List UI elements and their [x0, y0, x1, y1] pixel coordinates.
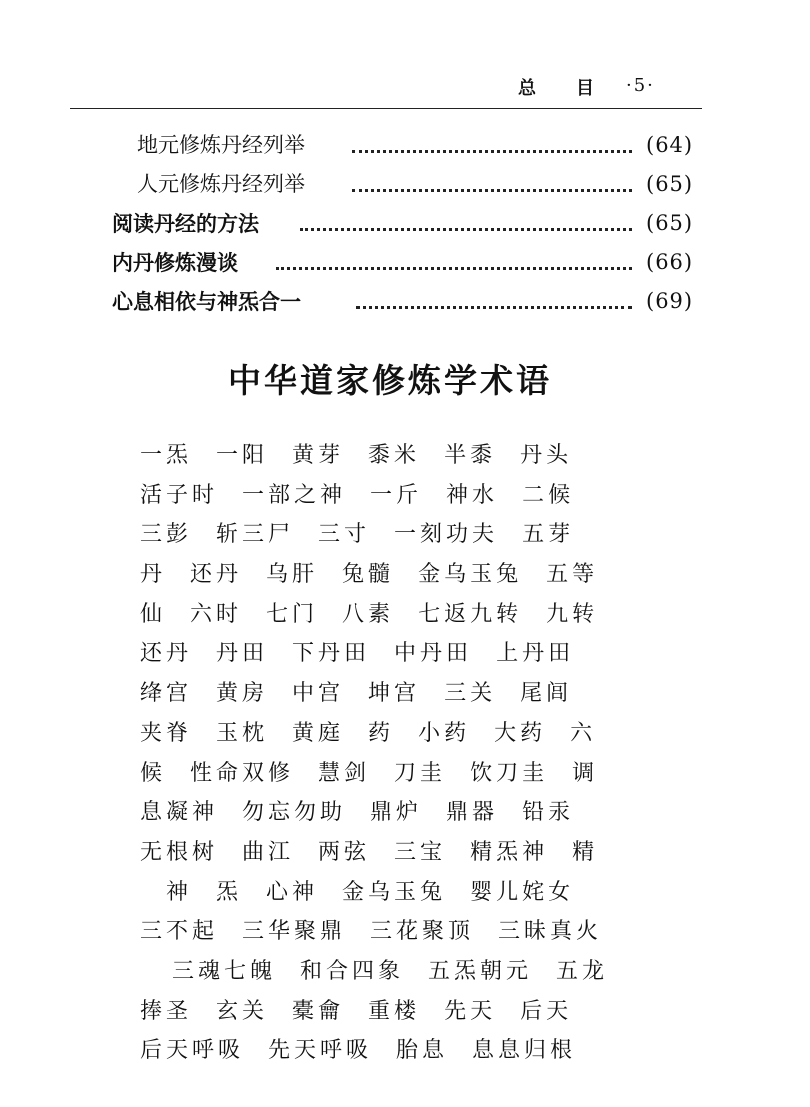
glossary-term[interactable]: 还丹	[190, 562, 243, 588]
toc-entry-label: 内丹修炼漫谈	[112, 243, 244, 282]
glossary-term[interactable]: 金乌玉兔	[418, 562, 523, 588]
toc-entry[interactable]	[0, 204, 810, 243]
glossary-term[interactable]: 五龙	[556, 958, 609, 984]
toc-entry-page: (65)	[646, 211, 694, 235]
glossary-term[interactable]: 斩三尸	[216, 522, 295, 548]
term-line	[140, 634, 650, 674]
glossary-term[interactable]: 三关	[444, 681, 497, 707]
glossary-term[interactable]: 乌肝	[266, 562, 319, 588]
glossary-term[interactable]: 夹脊	[140, 720, 193, 746]
glossary-term[interactable]: 婴儿姹女	[470, 879, 575, 905]
term-line	[140, 873, 650, 913]
glossary-term[interactable]: 先天呼吸	[268, 1038, 373, 1064]
glossary-term[interactable]: 大药	[494, 720, 547, 746]
glossary-term[interactable]: 后天	[520, 998, 573, 1024]
glossary-term[interactable]: 小药	[418, 720, 471, 746]
glossary-term[interactable]: 药	[368, 720, 395, 746]
glossary-term[interactable]: 饮刀圭	[470, 760, 549, 786]
dot-leader	[356, 306, 632, 309]
glossary-term[interactable]: 一阳	[216, 443, 269, 468]
glossary-term[interactable]: 勿忘勿助	[242, 800, 347, 826]
glossary-term[interactable]: 性命双修	[190, 760, 295, 786]
term-line	[140, 1031, 650, 1071]
term-line	[140, 515, 650, 555]
glossary-term[interactable]: 鼎器	[446, 800, 499, 826]
glossary-term[interactable]: 心神	[266, 879, 319, 905]
glossary-term[interactable]: 先天	[444, 998, 497, 1024]
term-line	[140, 833, 650, 873]
term-line	[140, 714, 650, 754]
toc-entry[interactable]	[0, 243, 810, 282]
glossary-term[interactable]: 上丹田	[496, 641, 575, 667]
glossary-term[interactable]: 坤宫	[368, 681, 421, 707]
glossary-term[interactable]: 后天呼吸	[140, 1038, 245, 1064]
glossary-term[interactable]: 一炁	[140, 443, 193, 468]
glossary-term[interactable]: 黄芽	[292, 443, 345, 468]
term-line	[140, 476, 650, 516]
toc-entry-label: 地元修炼丹经列举	[137, 126, 311, 165]
table-of-contents	[0, 126, 810, 321]
glossary-term[interactable]: 八素	[342, 601, 395, 627]
glossary-term[interactable]: 黄庭	[292, 720, 345, 746]
term-line	[140, 595, 650, 635]
glossary-term[interactable]: 重楼	[368, 998, 421, 1024]
dot-leader	[300, 228, 632, 231]
term-line	[140, 912, 650, 952]
toc-entry-label: 心息相依与神炁合一	[112, 282, 307, 321]
glossary-term[interactable]: 一斤	[370, 482, 423, 508]
toc-entry[interactable]	[0, 126, 810, 165]
glossary-term[interactable]: 橐龠	[292, 998, 345, 1024]
glossary-term[interactable]: 玉枕	[216, 720, 269, 746]
glossary-term[interactable]: 息凝神	[140, 800, 219, 826]
term-line	[140, 992, 650, 1032]
glossary-term[interactable]: 绛宫	[140, 681, 193, 707]
glossary-term[interactable]: 丹头	[520, 443, 573, 468]
term-line	[140, 674, 650, 714]
glossary-term[interactable]: 下丹田	[292, 641, 371, 667]
toc-entry-page: (64)	[646, 133, 694, 157]
glossary-term[interactable]: 两弦	[318, 839, 371, 865]
glossary-term[interactable]: 半黍	[444, 443, 497, 468]
glossary-term[interactable]: 六	[570, 720, 597, 746]
glossary-term[interactable]: 息息归根	[472, 1038, 577, 1064]
toc-entry[interactable]	[0, 282, 810, 321]
toc-entry-label: 阅读丹经的方法	[112, 204, 265, 243]
glossary-term[interactable]: 精	[572, 839, 599, 865]
glossary-term[interactable]: 尾闾	[520, 681, 573, 707]
glossary-term[interactable]: 铅汞	[522, 800, 575, 826]
glossary-term[interactable]: 曲江	[242, 839, 295, 865]
glossary-term[interactable]: 二候	[522, 482, 575, 508]
glossary-term[interactable]: 慧剑	[318, 760, 371, 786]
glossary-term[interactable]: 刀圭	[394, 760, 447, 786]
glossary-term[interactable]: 神	[166, 879, 193, 905]
glossary-term[interactable]: 兔髓	[342, 562, 395, 588]
glossary-term[interactable]: 黍米	[368, 443, 421, 468]
glossary-term[interactable]: 候	[140, 760, 167, 786]
glossary-term[interactable]: 三彭	[140, 522, 193, 548]
glossary-term[interactable]: 精炁神	[470, 839, 549, 865]
glossary-term[interactable]: 三魂七魄	[172, 958, 277, 984]
glossary-term[interactable]: 胎息	[396, 1038, 449, 1064]
glossary-term[interactable]: 九转	[546, 601, 599, 627]
glossary-term[interactable]: 五芽	[522, 522, 575, 548]
glossary-term[interactable]: 调	[572, 760, 599, 786]
term-line	[140, 436, 650, 476]
glossary-term[interactable]: 三花聚顶	[370, 919, 475, 945]
glossary-term[interactable]: 一刻功夫	[394, 522, 499, 548]
glossary-term[interactable]: 还丹	[140, 641, 193, 667]
page-number: ·5·	[626, 75, 655, 96]
glossary-term[interactable]: 三宝	[394, 839, 447, 865]
glossary-term[interactable]: 鼎炉	[370, 800, 423, 826]
glossary-term[interactable]: 炁	[216, 879, 243, 905]
glossary-term[interactable]: 六时	[190, 601, 243, 627]
glossary-term[interactable]: 神水	[446, 482, 499, 508]
glossary-term[interactable]: 七返九转	[418, 601, 523, 627]
toc-entry-label: 人元修炼丹经列举	[137, 165, 311, 204]
glossary-term[interactable]: 活子时	[140, 482, 219, 508]
glossary-term[interactable]: 仙	[140, 601, 167, 627]
toc-entry-page: (69)	[646, 289, 694, 313]
glossary-term[interactable]: 丹田	[216, 641, 269, 667]
toc-entry-page: (65)	[646, 172, 694, 196]
toc-entry[interactable]	[0, 165, 810, 204]
section-title: 中华道家修炼学术语	[228, 361, 552, 400]
dot-leader	[276, 267, 632, 270]
glossary-term[interactable]: 和合四象	[300, 958, 405, 984]
glossary-term[interactable]: 黄房	[216, 681, 269, 707]
glossary-term[interactable]: 五炁朝元	[428, 958, 533, 984]
glossary-term[interactable]: 丹	[140, 562, 167, 588]
term-line	[140, 793, 650, 833]
glossary-term[interactable]: 无根树	[140, 839, 219, 865]
term-line	[140, 754, 650, 794]
glossary-term[interactable]: 三不起	[140, 919, 219, 945]
glossary-term[interactable]: 七门	[266, 601, 319, 627]
glossary-term[interactable]: 三华聚鼎	[242, 919, 347, 945]
dot-leader	[352, 189, 632, 192]
header-title: 总目	[518, 78, 634, 99]
glossary-term[interactable]: 玄关	[216, 998, 269, 1024]
glossary-term[interactable]: 五等	[546, 562, 599, 588]
dot-leader	[352, 150, 632, 153]
terms-list	[140, 436, 650, 1071]
glossary-term[interactable]: 三昧真火	[498, 919, 603, 945]
term-line	[140, 555, 650, 595]
running-header	[70, 62, 702, 109]
term-line	[140, 952, 650, 992]
glossary-term[interactable]: 捧圣	[140, 998, 193, 1024]
glossary-term[interactable]: 金乌玉兔	[342, 879, 447, 905]
glossary-term[interactable]: 中丹田	[394, 641, 473, 667]
glossary-term[interactable]: 三寸	[318, 522, 371, 548]
toc-entry-page: (66)	[646, 250, 694, 274]
glossary-term[interactable]: 一部之神	[242, 482, 347, 508]
glossary-term[interactable]: 中宫	[292, 681, 345, 707]
